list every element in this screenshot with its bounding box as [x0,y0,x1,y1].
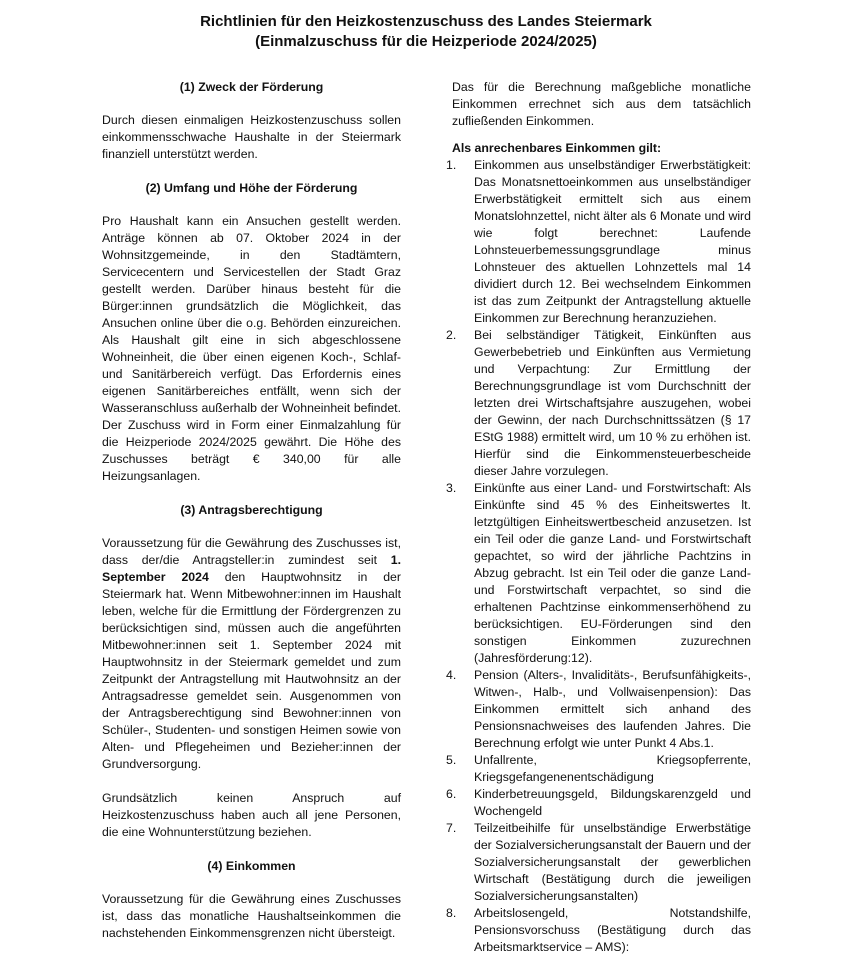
income-item-4 [446,667,751,752]
section-3-text-a: Voraussetzung für die Gewährung des Zuschusses ist, dass der/die Antragsteller:in zumindest seit [102,536,401,567]
section-1-text: Durch diesen einmaligen Heizkostenzuschuss sollen einkommensschwache Haushalte in der Steiermark finanziell unterstützt werden. [102,113,401,161]
section-3-heading: (3) Antragsberechtigung [180,503,323,517]
income-item-6 [446,786,751,820]
item-text: Einkünfte aus einer Land- und Forstwirtschaft: Als Einkünfte sind 45 % des Einheitswertes lt. letztgültigen Einheitswertbescheid anzusetzen. Ist ein Teil oder die ganze Land- und Forstwirtschaft gepachtet, so wird der jährliche Pachtzins in Abzug gebracht. Ist ein Teil oder die ganze Land- und Forstwirtschaft verpachtet, so sind die erhaltenen Pachtzinse einkommenserhöhend zu berücksichtigen. EU-Förderungen sind den sonstigen Einkommen zuzurechnen (Jahresförderung:12). [474,481,751,665]
item-text: Teilzeitbeihilfe für unselbständige Erwerbstätige der Sozialversicherungsanstalt der Bauern und der Sozialversicherungsanstalt der gewerblichen Wirtschaft (Bestätigung durch die jeweiligen Sozialversicherungsanstalten) [474,821,751,903]
income-item-3 [446,480,751,667]
item-text: Arbeitslosengeld, Notstandshilfe, Pensionsvorschuss (Bestätigung durch das Arbeitsmarktservice – AMS): [474,906,751,954]
section-3-date: 1. September 2024 [102,553,401,584]
section-1-heading: (1) Zweck der Förderung [179,80,324,94]
item-number: 7. [446,821,457,835]
income-item-7 [446,820,751,905]
item-number: 5. [446,753,457,767]
section-2-heading: (2) Umfang und Höhe der Förderung [145,181,358,195]
item-number: 1. [446,158,457,172]
income-item-1 [446,157,751,327]
item-text: Unfallrente, Kriegsopferrente, Kriegsgefangenenentschädigung [474,753,751,784]
item-number: 8. [446,906,457,920]
left-column [102,79,401,959]
section-2-text: Pro Haushalt kann ein Ansuchen gestellt werden. Anträge können ab 07. Oktober 2024 in der Wohnsitzgemeinde, in den Stadtämtern, Servicecentern und Servicestellen der Stadt Graz gestellt werden. Darüber hinaus besteht für die Bürger:innen grundsätzlich die Möglichkeit, das Ansuchen online über die o.g. Behörden einzureichen. Als Haushalt gilt eine in sich abgeschlossene Wohneinheit, die über einen eigenen Koch-, Schlaf- und Sanitärbereich verfügt. Das Erfordernis eines eigenen Sanitärbereiches entfällt, wenn sich der Wasseranschluss außerhalb der Wohneinheit befindet. Der Zuschuss wird in Form einer Einmalzahlung für die Heizperiode 2024/2025 gewährt. Die Höhe des Zuschusses beträgt € 340,00 für alle Heizungsanlagen. [102,214,401,483]
item-text: Kinderbetreuungsgeld, Bildungskarenzgeld und Wochengeld [474,787,751,818]
item-text: Einkommen aus unselbständiger Erwerbstätigkeit: Das Monatsnettoeinkommen aus unselbständiger Erwerbstätigkeit ermittelt sich aus einem Monatslohnzettel, nicht älter als 6 Monate und wird wie folgt berechnet: Laufende Lohnsteuerbemessungsgrundlage minus Lohnsteuer des aktuellen Lohnzettels mal 14 dividiert durch 12. Bei wechselndem Einkommen ist das zum Zeitpunkt der Antragstellung aktuelle Einkommen zur Berechnung heranzuziehen. [474,158,751,325]
title-line-1: Richtlinien für den Heizkostenzuschuss des Landes Steiermark [200,13,652,30]
section-4-text: Voraussetzung für die Gewährung eines Zuschusses ist, dass das monatliche Haushaltseinkommen die nachstehenden Einkommensgrenzen nicht übersteigt. [102,892,401,940]
right-column [446,79,751,956]
item-number: 3. [446,481,457,495]
item-text: Bei selbständiger Tätigkeit, Einkünften aus Gewerbebetrieb und Einkünften aus Vermietung und Verpachtung: Zur Ermittlung der Berechnungsgrundlage ist vom Durchschnitt der letzten drei Wirtschaftsjahre auszugehen, wobei der Gewinn, der nach Durchschnittssätzen (§ 17 EStG 1988) ermittelt wird, um 10 % zu erhöhen ist. Hierfür sind die Einkommensteuerbescheide dieser Jahre vorzulegen. [474,328,751,478]
item-number: 6. [446,787,457,801]
item-number: 2. [446,328,457,342]
section-3-text-b: den Hauptwohnsitz in der Steiermark hat. Wenn Mitbewohner:innen im Haushalt leben, welche für die Ermittlung der Fördergrenzen zu berücksichtigen sind, müssen auch die angeführten Mitbewohner:innen seit 1. September 2024 mit Hauptwohnsitz in der Steiermark gemeldet und zum Zeitpunkt der Antragstellung mit Hautwohnsitz an der Antragsadresse gemeldet sein. Ausgenommen von der Antragsberechtigung sind Bewohner:innen von Schüler-, Studenten- und sonstigen Heimen sowie von Alten- und Pflegeheimen und Bezieher:innen der Grundversorgung. [102,570,401,771]
income-item-5 [446,752,751,786]
section-3-text [102,535,401,773]
income-item-2 [446,327,751,480]
income-list [446,157,751,956]
section-4-heading: (4) Einkommen [207,859,296,873]
item-number: 4. [446,668,457,682]
income-list-heading: Als anrechenbares Einkommen gilt: [452,141,662,155]
section-3-text-2: Grundsätzlich keinen Anspruch auf Heizkostenzuschuss haben auch all jene Personen, die eine Wohnunterstützung beziehen. [102,791,401,839]
income-intro: Das für die Berechnung maßgebliche monatliche Einkommen errechnet sich aus dem tatsächlich zufließenden Einkommen. [452,80,751,128]
income-item-8 [446,905,751,956]
item-text: Pension (Alters-, Invaliditäts-, Berufsunfähigkeits-, Witwen-, Halb-, und Vollwaisenpension): Das Einkommen ermittelt sich anhand des Pensionsnachweises des laufenden Jahres. Die Berechnung erfolgt wie unter Punkt 4 Abs.1. [474,668,751,750]
title-line-2: (Einmalzuschuss für die Heizperiode 2024/2025) [255,33,597,50]
document-title [0,12,852,52]
